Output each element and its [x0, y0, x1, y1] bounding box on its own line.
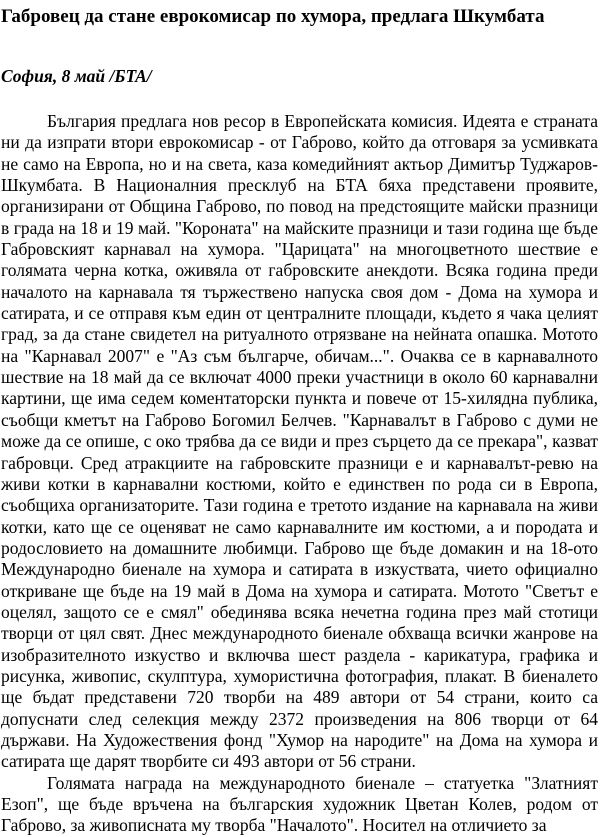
- article-dateline: София, 8 май /БТА/: [1, 66, 152, 86]
- article-paragraph-2: Голямата награда на международното биенале – статуетка "Златният Езоп", ще бъде връчена на българския художник Цветан Колев, родом от Габрово, за живописната му творба "Началото". Носител на отличието за: [1, 772, 598, 836]
- article-paragraph-1: България предлага нов ресор в Европейската комисия. Идеята е страната ни да изпрати втори еврокомисар - от Габрово, който да отговаря за усмивката не само на Европа, но и на света, каза комедийният актьор Димитър Туджаров-Шкумбата. В Националния пресклуб на БТА бяха представени проявите, организирани от Община Габрово, по повод на предстоящите майски празници в града на 18 и 19 май. "Короната" на майските празници и тази година ще бъде Габровският карнавал на хумора. "Царицата" на многоцветното шествие е голямата черна котка, оживяла от габровските анекдоти. Всяка година преди началото на карнавала тя тържествено напуска своя дом - Дома на хумора и сатирата, и се отправя към един от централните площади, където я чака целият град, за да стане свидетел на ритуалното отрязване на нейната опашка. Мотото на "Карнавал 2007" е "Аз съм българче, обичам...". Очаква се в карнавалното шествие на 18 май да се включат 4000 преки участници в около 60 карнавални картини, ще има седем коментаторски пункта и повече от 15-хилядна публика, съобщи кметът на Габрово Богомил Белчев. "Карнавалът в Габрово с думи не може да се опише, с око трябва да се види и през сърцето да се прекара", казват габровци. Сред атракциите на габровските празници е и карнавалът-ревю на живи котки в карнавални костюми, който е единствен по рода си в Европа, съобщиха организаторите. Тази година е третото издание на карнавала на живи котки, като ще се оценяват не само карнавалните им костюми, а и породата и родословието на домашните любимци. Габрово ще бъде домакин и на 18-ото Международно биенале на хумора и сатирата в изкуствата, чието официално откриване ще бъде на 19 май в Дома на хумора и сатирата. Мотото "Светът е оцелял, защото се е смял" обединява всяка нечетна година през май стотици творци от цял свят. Днес международното биенале обхваща всички жанрове на изобразителното изкуство и включва шест раздела - карикатура, графика и рисунка, живопис, скулптура, хумористична фотография, плакат. В биеналето ще бъдат представени 720 творби на 489 автори от 54 страни, които са допуснати след селекция между 2372 произведения на 806 творци от 64 държави. На Художествения фонд "Хумор на народите" на Дома на хумора и сатирата ще дарят творбите си 493 автори от 56 страни.: [1, 111, 598, 772]
- article-title: Габровец да стане еврокомисар по хумора, предлага Шкумбата: [1, 6, 545, 27]
